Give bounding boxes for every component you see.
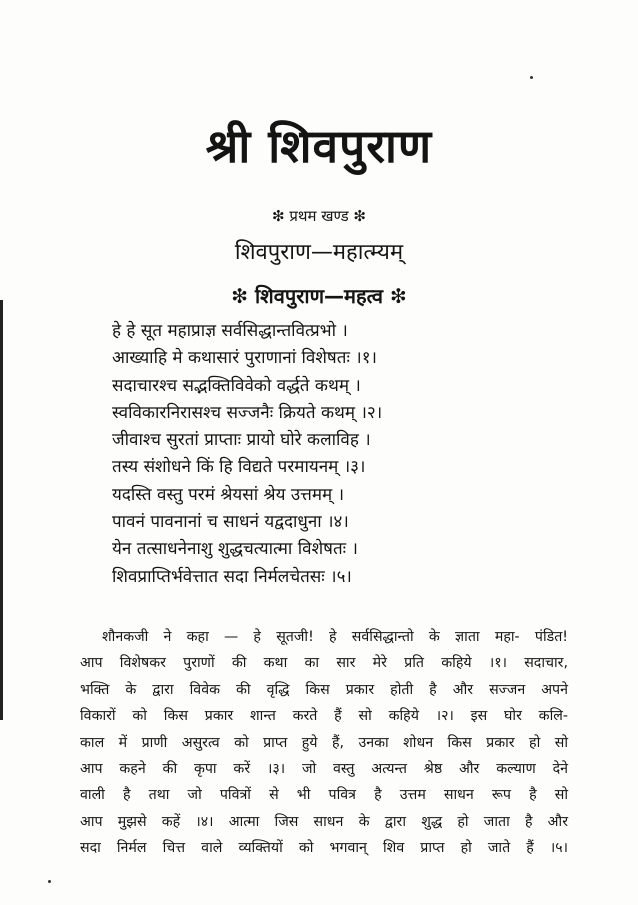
verse-line: येन तत्साधनेनाशु शुद्धचत्यात्मा विशेषतः ।	[112, 539, 358, 560]
verse-line: सदाचारश्च सद्भक्तिविवेको वर्द्धते कथम् ।	[112, 375, 361, 396]
prose-line: शौनकजी ने कहा — हे सूतजी! हे सर्वसिद्धान्तो के ज्ञाता महा- पंडित!	[102, 629, 568, 645]
verse-line: हे हे सूत महाप्राज्ञ सर्वसिद्धान्तवित्प्रभो ।	[112, 321, 348, 341]
sub-heading: ❇ शिवपुराण—महत्व ❇	[231, 284, 407, 308]
scan-speck	[48, 880, 51, 883]
prose-line: आप विशेषकर पुराणों की कथा का सार मेरे प्रति कहिये ।१। सदाचार,	[80, 655, 568, 672]
prose-line: आप कहने की कृपा करें ।३। जो वस्तु अत्यन्त श्रेष्ठ और कल्याण देने	[80, 761, 568, 778]
page-title: श्री शिवपुराण	[205, 119, 433, 173]
verse-line: जीवाश्च सुरतां प्राप्ताः प्रायो घोरे कलाविह ।	[112, 430, 371, 451]
prose-line: विकारों को किस प्रकार शान्त करते हैं सो कहिये ।२। इस घोर कलि-	[80, 708, 568, 725]
section-heading: ❇ प्रथम खण्ड ❇	[272, 207, 366, 225]
verse-line: आख्याहि मे कथासारं पुराणानां विशेषतः ।१।	[112, 348, 378, 369]
prose-line: वाली है तथा जो पवित्रों से भी पवित्र है उत्तम साधन रूप है सो	[80, 787, 568, 804]
chapter-subtitle: शिवपुराण—महात्म्यम्	[234, 240, 404, 265]
page-edge-shadow	[0, 300, 3, 720]
hindi-translation	[80, 624, 568, 862]
scan-speck	[530, 76, 533, 79]
prose-line: काल में प्राणी असुरत्व को प्राप्त हुये हैं, उनका शोधन किस प्रकार हो सो	[80, 734, 568, 751]
verse-line: शिवप्राप्तिर्भवेत्तात सदा निर्मलचेतसः ।५।	[112, 566, 352, 587]
verse-line: पावनं पावनानां च साधनं यद्वदाधुना ।४।	[112, 512, 349, 533]
prose-line: सदा निर्मल चित्त वाले व्यक्तियों को भगवान् शिव प्राप्त हो जाते हैं ।५।	[80, 840, 568, 857]
sanskrit-verses	[112, 318, 582, 591]
verse-line: स्वविकारनिरासश्च सज्जनैः क्रियते कथम् ।२।	[112, 402, 383, 423]
verse-line: यदस्ति वस्तु परमं श्रेयसां श्रेय उत्तमम् ।	[112, 484, 345, 505]
prose-line: आप मुझसे कहें ।४। आत्मा जिस साधन के द्वारा शुद्ध हो जाता है और	[80, 813, 568, 830]
verse-line: तस्य संशोधने किं हि विद्यते परमायनम् ।३।	[112, 457, 366, 478]
prose-line: भक्ति के द्वारा विवेक की वृद्धि किस प्रकार होती है और सज्जन अपने	[80, 681, 568, 698]
